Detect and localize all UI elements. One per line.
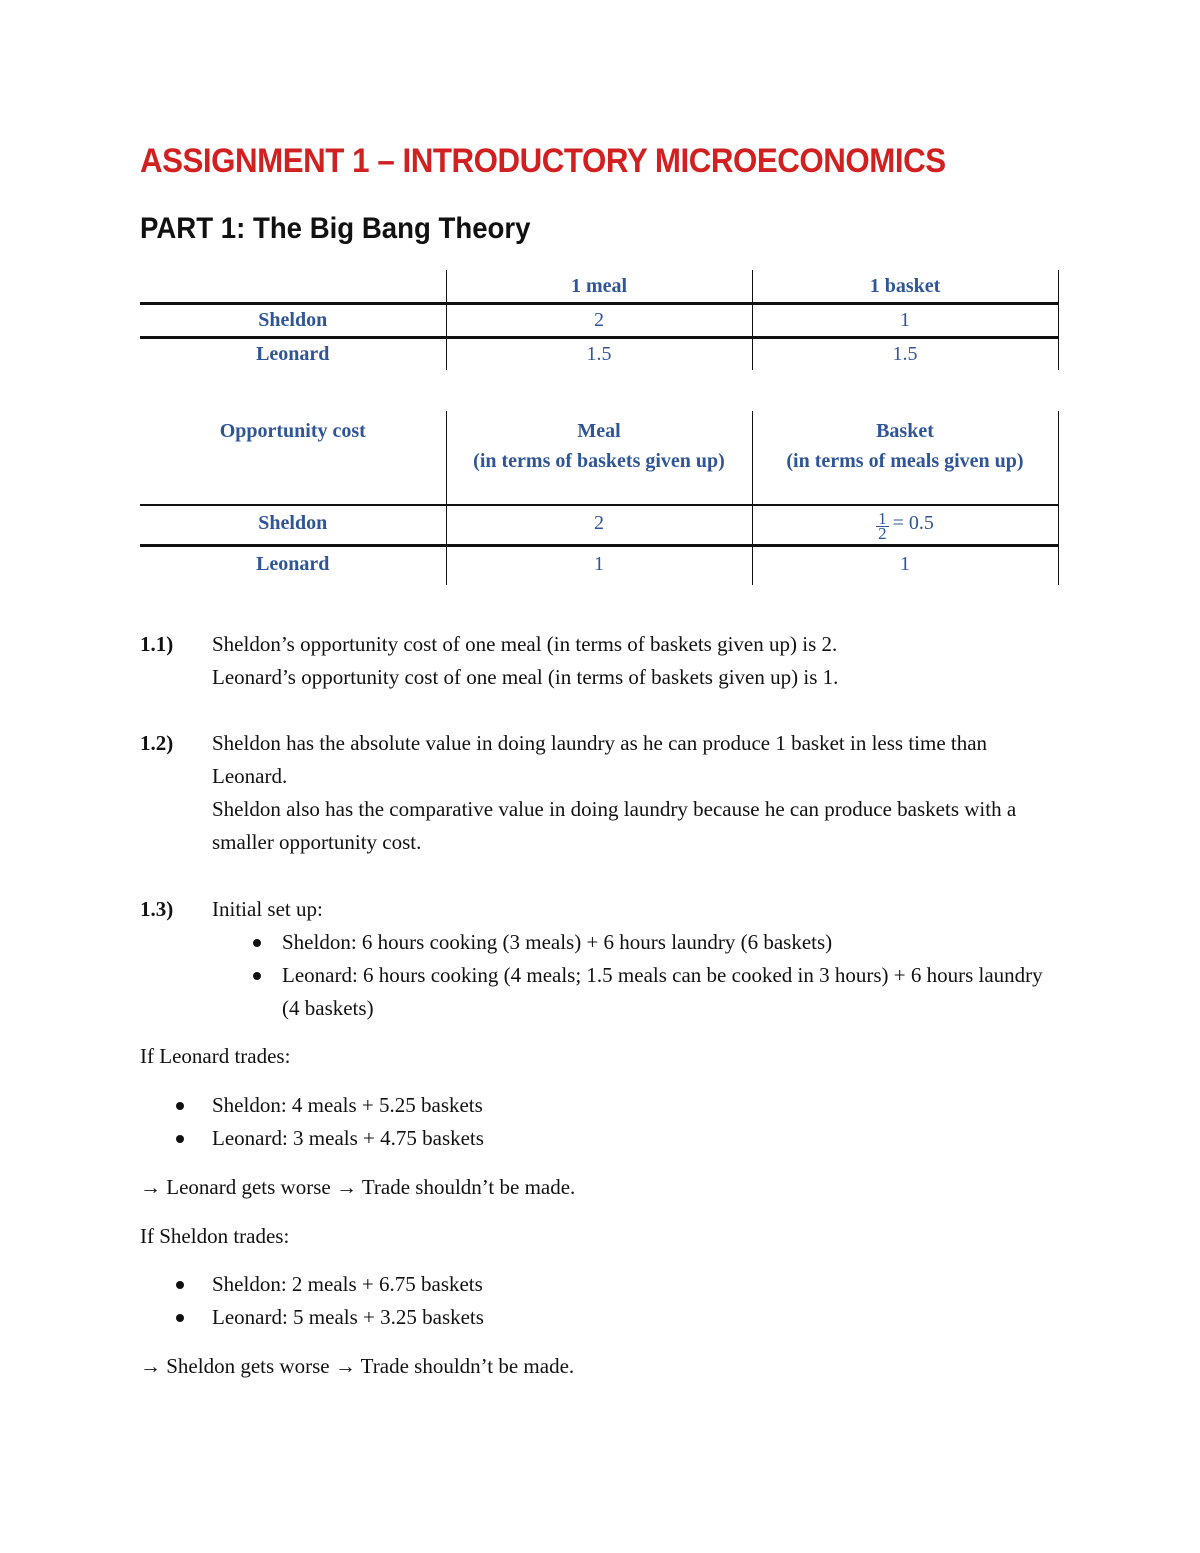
table-cell: 1 — [446, 546, 752, 586]
table-cell: 2 — [446, 505, 752, 546]
question-answer — [212, 727, 1062, 859]
answer-line: Leonard’s opportunity cost of one meal (in terms of baskets given up) is 1. — [212, 665, 839, 689]
production-time-table — [140, 270, 1059, 370]
table-cell: 1.5 — [752, 338, 1058, 371]
list-item: Sheldon: 6 hours cooking (3 meals) + 6 hours laundry (6 baskets) — [212, 926, 1062, 959]
setup-list — [212, 926, 1062, 1025]
table-cell: 1.5 — [446, 338, 752, 371]
table-header-row — [140, 270, 1058, 304]
fraction-denominator: 2 — [878, 523, 887, 543]
row-label: Sheldon — [140, 505, 446, 546]
table-cell: 1 — [752, 304, 1058, 338]
row-label: Leonard — [256, 553, 330, 575]
row-label: Sheldon — [140, 304, 446, 338]
leonard-trades-list — [140, 1089, 1040, 1155]
table-header-cell — [140, 270, 446, 304]
answer-line: Sheldon’s opportunity cost of one meal (in terms of baskets given up) is 2. — [212, 632, 838, 656]
table-header-cell — [752, 411, 1058, 505]
table-cell: 2 — [446, 304, 752, 338]
sheldon-trades-heading: If Sheldon trades: — [140, 1224, 290, 1248]
table-header-cell: 1 meal — [446, 270, 752, 304]
answer-paragraph: Sheldon also has the comparative value in doing laundry because he can produce baskets with a smaller opportunity cost. — [212, 797, 1017, 854]
opportunity-cost-table — [140, 411, 1059, 585]
fraction-equals: = 0.5 — [892, 512, 934, 534]
list-item: Sheldon: 2 meals + 6.75 baskets — [140, 1268, 1040, 1301]
question-answer — [212, 628, 1062, 694]
row-label: Leonard — [256, 343, 330, 365]
answer-intro: Initial set up: — [212, 897, 323, 921]
list-item: Sheldon: 4 meals + 5.25 baskets — [140, 1089, 1040, 1122]
header-line: Meal — [577, 420, 621, 442]
question-label: 1.3) — [140, 897, 174, 921]
table-row — [140, 546, 1058, 586]
list-item: Leonard: 5 meals + 3.25 baskets — [140, 1301, 1040, 1334]
header-line: (in terms of meals given up) — [786, 450, 1024, 472]
table-header-cell: Opportunity cost — [140, 411, 446, 505]
list-item: Leonard: 3 meals + 4.75 baskets — [140, 1122, 1040, 1155]
table-row — [140, 304, 1058, 338]
table-row — [140, 338, 1058, 371]
assignment-title: ASSIGNMENT 1 – INTRODUCTORY MICROECONOMICS — [140, 142, 946, 180]
question-answer — [212, 893, 1062, 1025]
list-item: Leonard: 6 hours cooking (4 meals; 1.5 meals can be cooked in 3 hours) + 6 hours laundry (4 baskets) — [212, 959, 1062, 1025]
table-cell — [752, 505, 1058, 546]
sheldon-trades-list — [140, 1268, 1040, 1334]
table-cell: 1 — [752, 546, 1058, 586]
question-label: 1.2) — [140, 731, 174, 755]
part-title: PART 1: The Big Bang Theory — [140, 212, 531, 245]
answer-paragraph: Sheldon has the absolute value in doing laundry as he can produce 1 basket in less time than Leonard. — [212, 731, 988, 788]
leonard-trades-conclusion: → Leonard gets worse → Trade shouldn’t be made. — [140, 1175, 576, 1199]
question-label: 1.1) — [140, 632, 174, 656]
table-header-cell — [446, 411, 752, 505]
header-line: Basket — [876, 420, 934, 442]
leonard-trades-heading: If Leonard trades: — [140, 1044, 291, 1068]
fraction-numerator: 1 — [878, 508, 887, 528]
table-header-cell: 1 basket — [752, 270, 1058, 304]
sheldon-trades-conclusion: → Sheldon gets worse → Trade shouldn’t be made. — [140, 1354, 575, 1378]
table-header-row — [140, 411, 1058, 505]
header-line: (in terms of baskets given up) — [473, 450, 725, 472]
fraction — [876, 508, 889, 543]
table-row — [140, 505, 1058, 546]
